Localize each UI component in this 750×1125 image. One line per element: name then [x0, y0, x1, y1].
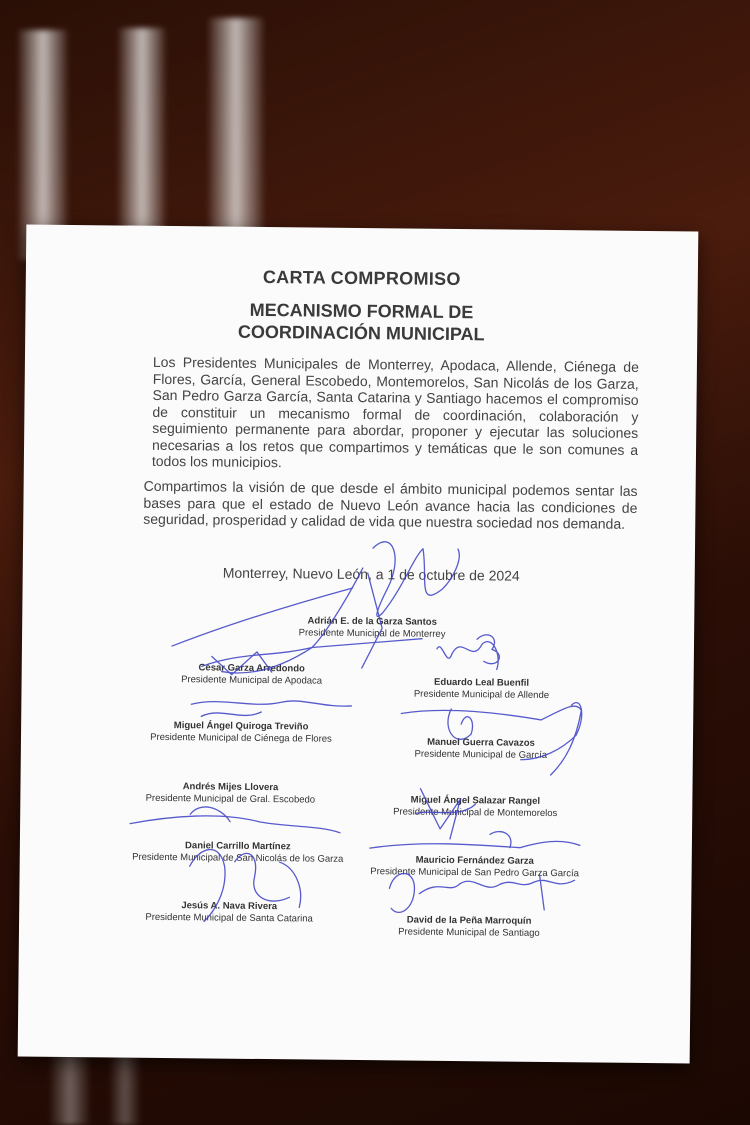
document-subtitle [25, 297, 697, 348]
signatory-name: Miguel Ángel Salazar Rangel [410, 794, 541, 807]
signatory-name: Andrés Mijes Llovera [182, 781, 279, 794]
document-title: CARTA COMPROMISO [262, 266, 461, 290]
signature-block-allende [381, 676, 581, 702]
window-reflection [208, 18, 264, 233]
signatory-role: Presidente Municipal de García [414, 748, 548, 761]
signatory-role: Presidente Municipal de Allende [413, 688, 550, 702]
signature-block-san-pedro [360, 854, 590, 880]
window-reflection [118, 28, 166, 238]
document-sheet [18, 225, 699, 1064]
signatory-role: Presidente Municipal de Montemorelos [393, 806, 558, 820]
signatory-name: Daniel Carrillo Martínez [185, 840, 291, 853]
signature-block-apodaca [162, 662, 342, 688]
handwritten-signatures [18, 225, 699, 1064]
signatory-name: Mauricio Fernández Garza [415, 854, 534, 867]
signatory-role: Presidente Municipal de San Pedro Garza García [370, 866, 579, 880]
signatory-name: Adrián E. de la Garza Santos [307, 615, 437, 628]
vision-paragraph: Compartimos la visión de que desde el ámbito municipal podemos sentar las bases para que el estado de Nuevo León avance hacia las condiciones de seguridad, prosperidad y calidad de vida que nuestra sociedad nos demanda. [143, 477, 638, 532]
signatory-role: Presidente Municipal de Gral. Escobedo [145, 792, 316, 806]
subtitle-line-2: COORDINACIÓN MUNICIPAL [237, 321, 485, 345]
signatory-name: Jesús A. Nava Rivera [181, 900, 278, 913]
place-date: Monterrey, Nuevo León, a 1 de octubre de 2024 [222, 564, 520, 584]
signatory-name: Eduardo Leal Buenfil [434, 676, 530, 689]
signatory-name: César Garza Arredondo [198, 662, 305, 675]
commitment-paragraph: Los Presidentes Municipales de Monterrey, Apodaca, Allende, Ciénega de Flores, García, General Escobedo, Montemorelos, San Nicolás de los Garza, San Pedro Garza García, Santa Catarina y Santiago hacemos el compromiso de constituir un mecanismo formal de coordinación, colaboración y seguimiento permanente para abordar, proponer y ejecutar las soluciones necesarias a los retos que compartimos y temáticas que le son comunes a todos los municipios. [151, 353, 640, 471]
signature-block-garcia [391, 736, 571, 762]
signatory-role: Presidente Municipal de Santa Catarina [145, 911, 313, 925]
signature-block-santa-catarina [129, 900, 329, 926]
signatory-name: David de la Peña Marroquín [406, 914, 532, 927]
signature-block-cienega [131, 720, 351, 746]
signatory-role: Presidente Municipal de Monterrey [298, 627, 446, 640]
signature-block-escobedo [130, 781, 330, 807]
signature-block-santiago [379, 914, 559, 940]
signature-block-san-nicolas [118, 839, 358, 866]
signatory-role: Presidente Municipal de Ciénega de Flores [150, 731, 332, 745]
signature-block-monterrey [262, 615, 482, 641]
signatory-role: Presidente Municipal de Apodaca [181, 674, 323, 687]
signatory-role: Presidente Municipal de San Nicolás de los Garza [132, 851, 344, 865]
signatory-name: Manuel Guerra Cavazos [427, 736, 535, 749]
signatory-role: Presidente Municipal de Santiago [398, 926, 540, 939]
signature-block-montemorelos [370, 794, 580, 820]
signatory-name: Miguel Ángel Quiroga Treviño [173, 720, 309, 733]
subtitle-line-1: MECANISMO FORMAL DE [249, 299, 474, 323]
